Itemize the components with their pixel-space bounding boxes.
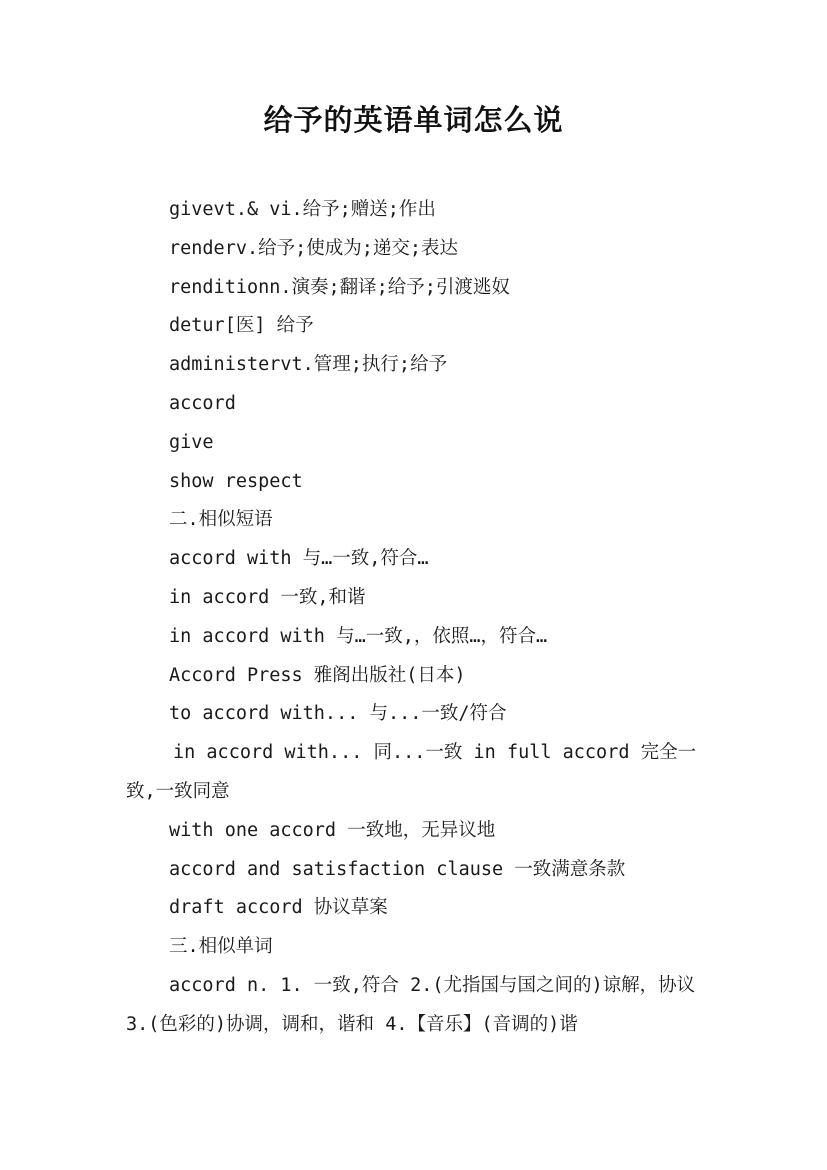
document-body — [126, 191, 708, 1045]
entry-show-respect: show respect — [169, 470, 303, 492]
entry-detur: detur[医] 给予 — [169, 315, 314, 337]
entry-administer: administervt.管理;执行;给予 — [169, 354, 448, 376]
phrase-to-accord-with: to accord with... 与...一致/符合 — [169, 703, 507, 725]
page-title: 给予的英语单词怎么说 — [263, 103, 564, 137]
entry-give-plain: give — [169, 431, 214, 453]
entry-give: givevt.& vi.给予;赠送;作出 — [169, 199, 436, 220]
phrase-in-accord: in accord 一致,和谐 — [169, 586, 366, 608]
word-accord-definition: accord n. 1. 一致,符合 2.(尤指国与国之间的)谅解，协议 3.(色彩的)协调，调和，谐和 4.【音乐】(音调的)谐 — [126, 974, 696, 1035]
entry-accord: accord — [169, 392, 236, 414]
section-heading-phrases: 二.相似短语 — [169, 509, 273, 531]
phrase-accord-with: accord with 与…一致,符合… — [169, 548, 429, 570]
section-heading-words: 三.相似单词 — [169, 936, 273, 958]
entry-render: renderv.给予;使成为;递交;表达 — [169, 237, 459, 259]
phrase-in-accord-with-full: in accord with... 同...一致 in full accord 完全一致,一致同意 — [126, 742, 697, 802]
phrase-accord-satisfaction: accord and satisfaction clause 一致满意条款 — [169, 858, 626, 880]
phrase-with-one-accord: with one accord 一致地，无异议地 — [169, 819, 496, 841]
phrase-accord-press: Accord Press 雅阁出版社(日本) — [169, 664, 466, 686]
phrase-draft-accord: draft accord 协议草案 — [169, 897, 388, 919]
phrase-in-accord-with: in accord with 与…一致,，依照…，符合… — [169, 625, 548, 647]
entry-rendition: renditionn.演奏;翻译;给予;引渡逃奴 — [169, 276, 510, 298]
